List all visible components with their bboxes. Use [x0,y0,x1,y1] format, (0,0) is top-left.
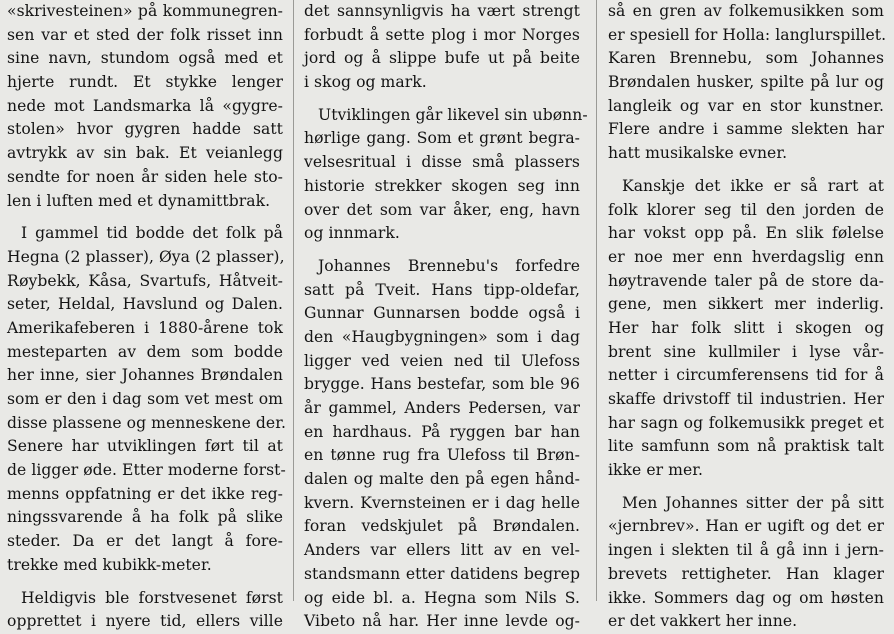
paragraph [608,175,884,483]
text-line: seter, Heldal, Havslund og Dalen. [7,295,283,314]
paragraph [7,0,283,213]
text-line: Karen Brennebu, som Johannes [608,49,884,68]
text-line: har vokst opp på. En slik følelse [608,224,884,243]
text-line: «skrivesteinen» på kommunegren- [7,2,283,20]
text-line: Heldigvis ble forstvesenet først [21,588,283,607]
text-line: den «Haugbygningen» som i dag [304,327,580,346]
text-line: Senere har utviklingen ført til at [7,437,283,456]
text-line: over det som var åker, eng, havn [304,200,580,219]
text-line: opprettet i nyere tid, ellers ville [7,612,283,631]
text-line: ligger ved veien ned til Ulefoss [304,351,580,370]
text-line: menns oppfatning er det ikke reg- [7,484,283,503]
text-line: brevets rettigheter. Han klager [608,564,884,583]
text-line: Vibeto nå har. Her inne levde og- [304,612,580,631]
text-line: så en gren av folkemusikken som [608,2,884,20]
text-line: ikke er mer. [608,461,704,480]
text-line: i skog og mark. [304,73,427,92]
text-line: stolen» hvor gygren hadde satt [7,120,283,139]
column-divider [293,0,294,601]
text-line: brent sine kullmiler i lyse vår- [608,342,884,361]
text-line: Brøndalen husker, spilte på lur og [608,73,884,92]
text-line: forbudt å sette plog i mor Norges [304,25,580,44]
article-column-1 [7,0,287,631]
text-line: standsmann etter datidens begrep [304,564,580,583]
text-line: netter i circumferensens tid for å [608,366,884,385]
text-line: Anders var ellers litt av en vel- [304,541,580,560]
text-line: velsesritual i disse små plassers [304,153,580,172]
text-line: disse plassene og menneskene der. [7,413,287,432]
text-line: Men Johannes sitter der på sitt [622,493,884,512]
text-line: brygge. Hans bestefar, som ble 96 [304,375,580,394]
text-line: lite samfunn som nå praktisk talt [608,437,884,456]
text-line: kvern. Kvernsteinen er i dag helle [304,493,580,512]
text-line: år gammel, Anders Pedersen, var [304,399,580,417]
article-column-3 [608,0,887,631]
text-line: er det vakkert her inne. [608,612,798,631]
text-line: avtrykk av sin bak. Et veianlegg [7,144,283,163]
text-line: Røybekk, Kåsa, Svartufs, Håtveit- [7,271,283,290]
text-line: satt på Tveit. Hans tipp-oldefar, [304,280,580,299]
text-line: hjerte rundt. Et stykke lenger [7,73,283,92]
text-line: mesteparten av dem som bodde [7,342,283,361]
text-line: skaffe drivstoff til industrien. Her [608,390,884,408]
text-line: Amerikafeberen i 1880-årene tok [7,318,283,337]
text-line: dalen og malte den på egen hånd- [304,470,580,489]
paragraph [608,492,884,634]
text-line: historie strekker skogen seg inn [304,176,580,195]
text-line: er spesiell for Holla: langlurspillet. [608,25,887,44]
text-line: har sagn og folkemusikk preget et [608,413,884,432]
text-line: som er den i dag som vet mest om [7,390,283,408]
text-line: Gunnar Gunnarsen bodde også i [304,304,580,323]
text-line: gene, men sikkert mer inderlig. [608,295,884,314]
paragraph [608,0,887,166]
article-column-2 [304,0,588,631]
text-line: sine navn, stundom også med et [7,49,283,68]
paragraph [304,104,588,246]
text-line: og innmark. [304,224,400,243]
text-line: trekke med kubikk-meter. [7,555,212,574]
text-line: høytravende taler på de store da- [608,271,884,290]
paragraph [304,0,580,95]
text-line: sendte for noen år siden hele sto- [7,167,283,186]
text-line: det sannsynligvis ha vært strengt [304,2,580,20]
text-line: ningssvarende å ha folk på slike [7,508,283,527]
text-line: en tønne rug fra Ulefoss til Brøn- [304,446,580,465]
text-line: steder. Da er det langt å fore- [7,532,283,551]
text-line: sen var et sted der folk risset inn [7,25,283,44]
text-line: Hegna (2 plasser), Øya (2 plasser), [7,247,285,266]
text-line: en hardhaus. På ryggen bar han [304,422,580,441]
text-line: len i luften med et dynamittbrak. [7,191,271,210]
paragraph [7,222,287,577]
paragraph [304,255,580,634]
text-line: «jernbrev». Han er ugift og det er [608,517,884,536]
text-line: Johannes Brennebu's forfedre [318,256,580,275]
text-line: er noe mer enn hverdagslig enn [608,247,884,266]
text-line: jord og å slippe bufe ut på beite [304,49,580,68]
paragraph [7,587,283,634]
text-line: Flere andre i samme slekten har [608,120,884,139]
text-line: og eide bl. a. Hegna som Nils S. [304,588,580,607]
text-line: nede mot Landsmarka lå «gygre- [7,96,283,115]
text-line: de ligger øde. Etter moderne forst- [7,461,286,480]
text-line: ingen i slekten til å gå inn i jern- [608,541,884,560]
text-line: hatt musikalske evner. [608,144,788,163]
column-divider [596,0,597,601]
text-line: hørlige gang. Som et grønt begra- [304,129,580,148]
text-line: Utviklingen går likevel sin ubønn- [318,105,588,124]
text-line: ikke. Sommers dag og om høsten [608,588,884,607]
text-line: her inne, sier Johannes Brøndalen [7,366,283,385]
text-line: foran vedskjulet på Brøndalen. [304,517,580,536]
text-line: Kanskje det ikke er så rart at [622,176,884,195]
text-line: Her har folk slitt i skogen og [608,318,884,337]
text-line: langleik og var en stor kunstner. [608,96,884,115]
text-line: I gammel tid bodde det folk på [21,224,283,243]
text-line: folk klorer seg til den jorden de [608,200,884,219]
